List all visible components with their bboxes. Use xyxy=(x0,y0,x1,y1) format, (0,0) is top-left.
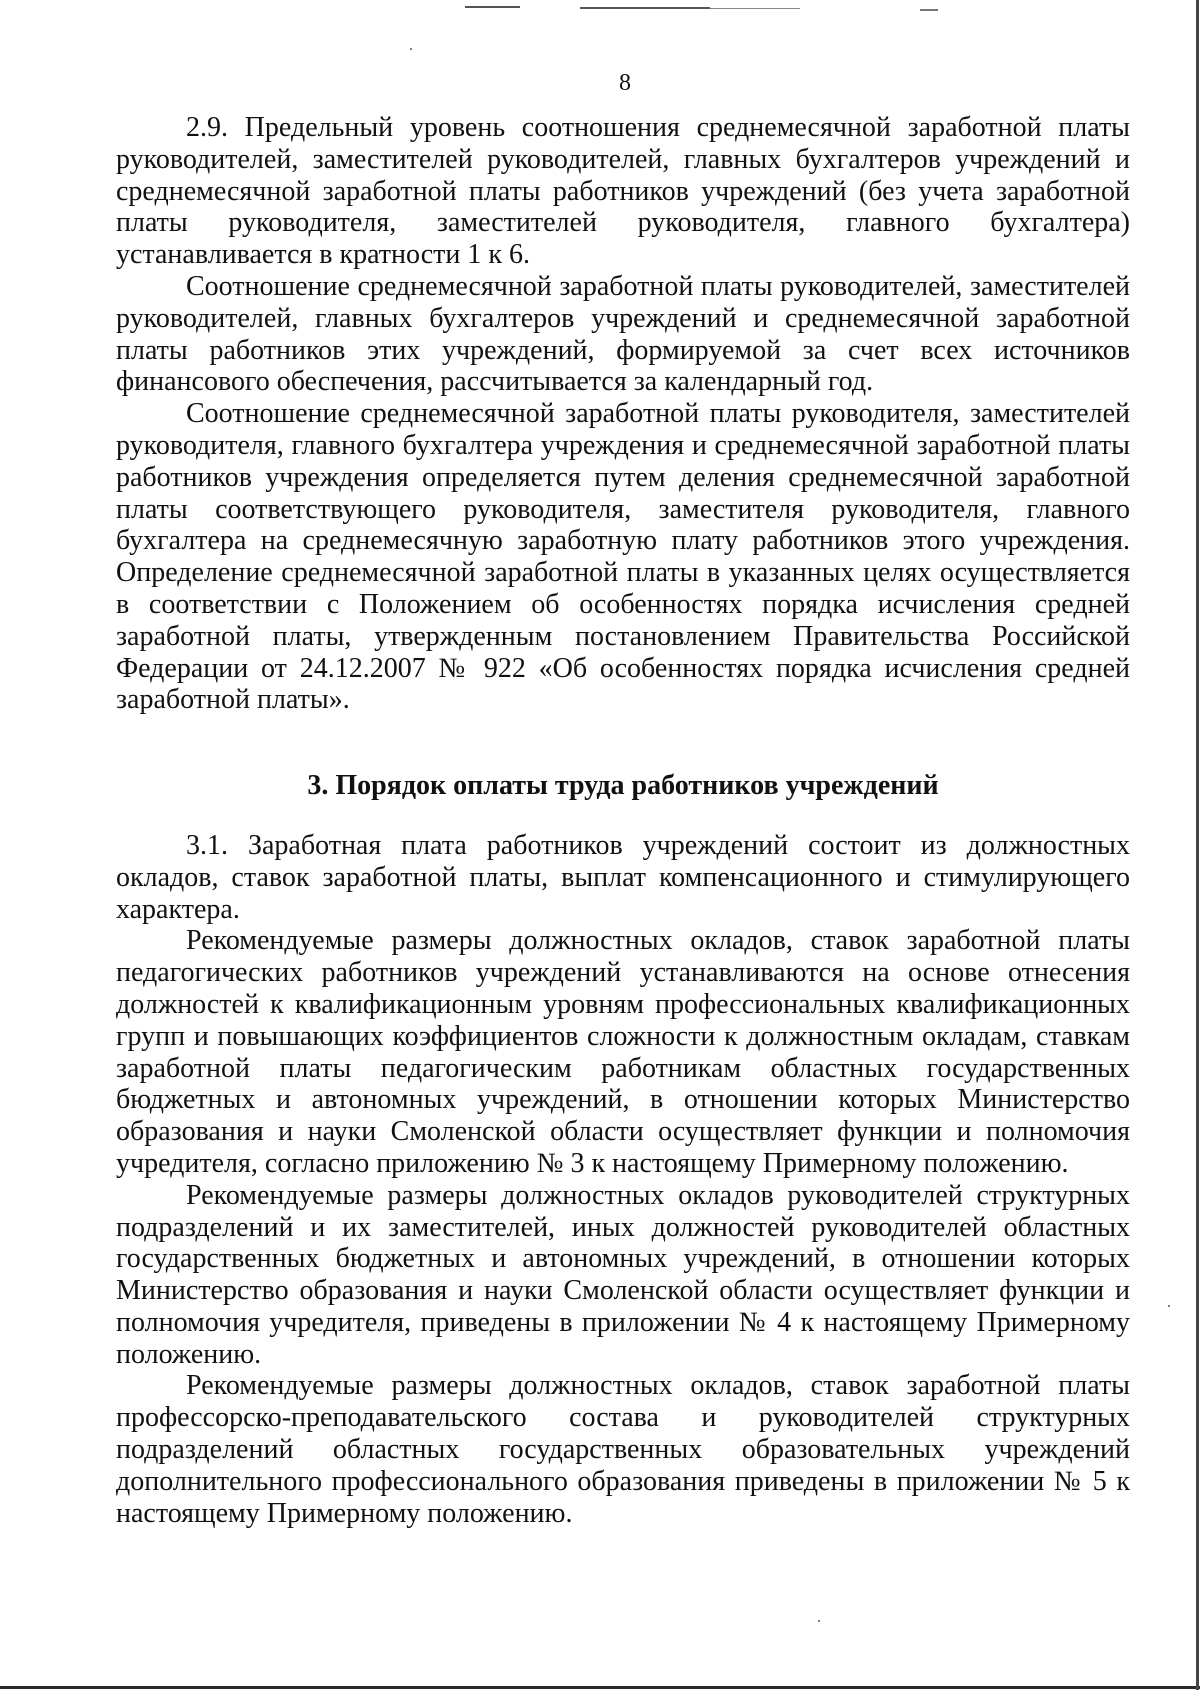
scan-speck xyxy=(818,1620,820,1622)
document-body xyxy=(116,112,1130,1529)
scan-artifact-line xyxy=(580,7,710,9)
scan-right-edge xyxy=(1196,0,1199,1690)
scan-speck xyxy=(410,48,412,50)
scan-bottom-edge xyxy=(0,1686,1200,1689)
paragraph-ratio-calculation-period: Соотношение среднемесячной заработной платы руководителей, заместителей руководителей, главных бухгалтеров учреждений и среднемесячной заработной платы работников этих учреждений, формируемой за счет всех источников финансового обеспечения, рассчитывается за календарный год. xyxy=(116,270,1130,398)
paragraph-professorial-salaries: Рекомендуемые размеры должностных окладов, ставок заработной платы профессорско-преподавательского состава и руководителей структурных подразделений областных государственных образовательных учреждений дополнительного профессионального образования приведены в приложении № 5 к настоящему Примерному положению. xyxy=(116,1370,1130,1529)
page-number: 8 xyxy=(619,70,631,96)
paragraph-ratio-determination: Соотношение среднемесячной заработной платы руководителя, заместителей руководителя, главного бухгалтера учреждения и среднемесячной заработной платы работников учреждения определяется путем деления среднемесячной заработной платы соответствующего руководителя, заместителя руководителя, главного бухгалтера на среднемесячную заработную плату работников этого учреждения. Определение среднемесячной заработной платы в указанных целях осуществляется в соответствии с Положением об особенностях порядка исчисления средней заработной платы, утвержденным постановлением Правительства Российской Федерации от 24.12.2007 № 922 «Об особенностях порядка исчисления средней заработной платы». xyxy=(116,398,1130,716)
scan-speck xyxy=(1168,1305,1170,1307)
scan-artifact-line xyxy=(710,8,800,9)
paragraph-3-1: 3.1. Заработная плата работников учреждений состоит из должностных окладов, ставок заработной платы, выплат компенсационного и стимулирующего характера. xyxy=(116,829,1130,925)
paragraph-pedagogical-salaries: Рекомендуемые размеры должностных окладов, ставок заработной платы педагогических работников учреждений устанавливаются на основе отнесения должностей к квалификационным уровням профессиональных квалификационных групп и повышающих коэффициентов сложности к должностным окладам, ставкам заработной платы педагогическим работникам областных государственных бюджетных и автономных учреждений, в отношении которых Министерство образования и науки Смоленской области осуществляет функции и полномочия учредителя, согласно приложению № 3 к настоящему Примерному положению. xyxy=(116,925,1130,1179)
spacer xyxy=(116,716,1130,770)
section-heading: 3. Порядок оплаты труда работников учреждений xyxy=(307,770,939,802)
scan-artifact-line xyxy=(465,6,520,8)
spacer xyxy=(116,802,1130,830)
paragraph-head-salaries: Рекомендуемые размеры должностных окладов руководителей структурных подразделений и их заместителей, иных должностей руководителей областных государственных бюджетных и автономных учреждений, в отношении которых Министерство образования и науки Смоленской области осуществляет функции и полномочия учредителя, приведены в приложении № 4 к настоящему Примерному положению. xyxy=(116,1179,1130,1370)
scan-artifact-line xyxy=(920,9,938,11)
paragraph-2-9: 2.9. Предельный уровень соотношения среднемесячной заработной платы руководителей, заместителей руководителей, главных бухгалтеров учреждений и среднемесячной заработной платы работников учреждений (без учета заработной платы руководителя, заместителей руководителя, главного бухгалтера) устанавливается в кратности 1 к 6. xyxy=(116,112,1130,271)
